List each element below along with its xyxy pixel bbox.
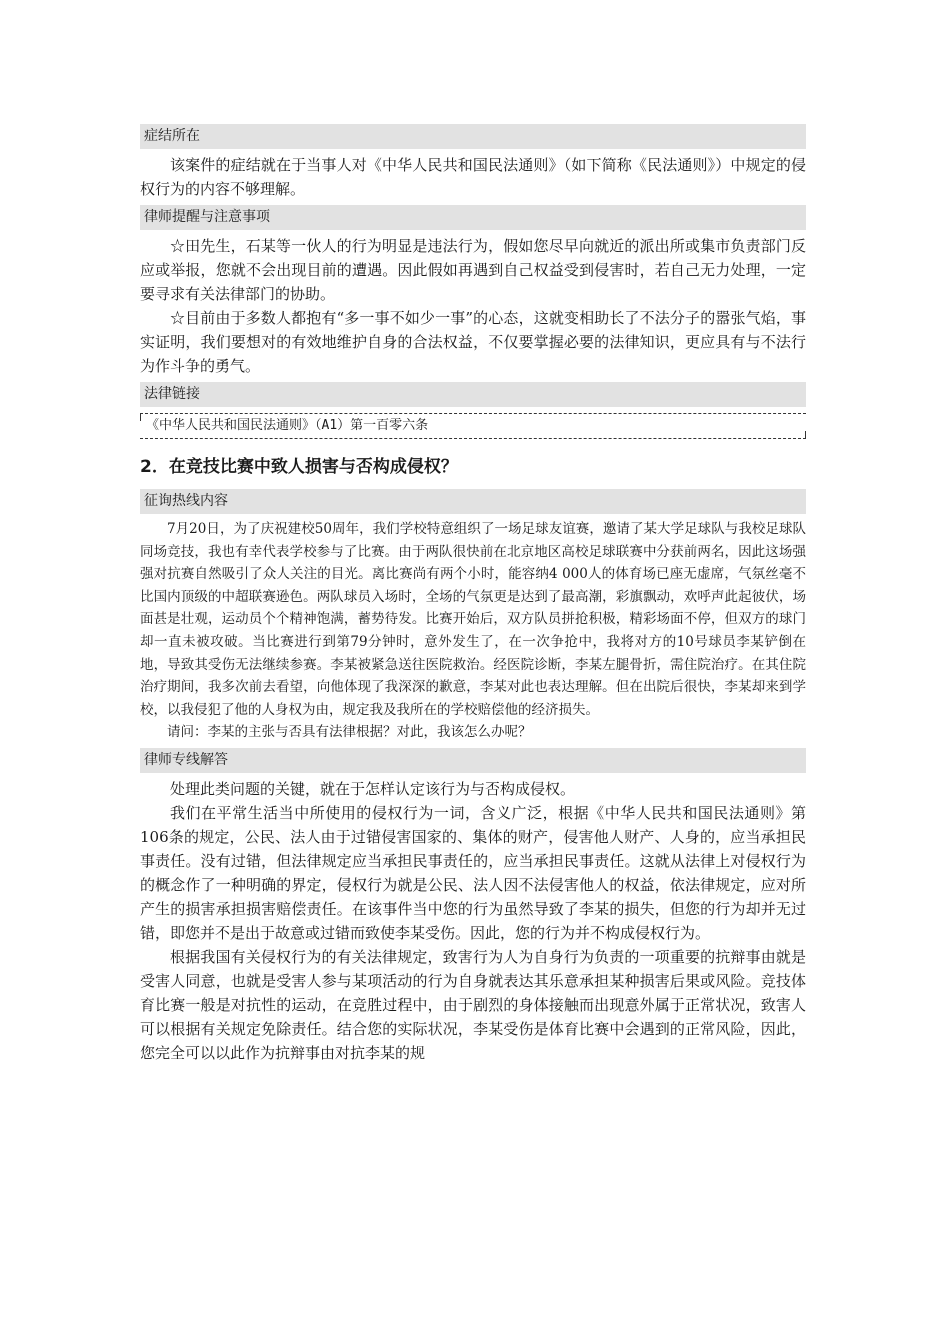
paragraph: 处理此类问题的关键，就在于怎样认定该行为与否构成侵权。 xyxy=(170,779,576,798)
section-header-lawyer-tips: 律师提醒与注意事项 xyxy=(140,205,806,230)
paragraph: 该案件的症结就在于当事人对《中华人民共和国民法通则》（如下简称《民法通则》）中规定的侵权行为的内容不够理解。 xyxy=(140,156,806,198)
paragraph: 我们在平常生活当中所使用的侵权行为一词，含义广泛，根据《中华人民共和国民法通则》第106条的规定，公民、法人由于过错侵害国家的、集体的财产，侵害他人财产、人身的，应当承担民事责任。没有过错，但法律规定应当承担民事责任的，应当承担民事责任。这就从法律上对侵权行为的概念作了一种明确的界定，侵权行为就是公民、法人因不法侵害他人的权益，依法律规定，应对所产生的损害承担损害赔偿责任。在该事件当中您的行为虽然导致了李某的损失，但您的行为却并无过错，即您并不是出于故意或过错而致使李某受伤。因此，您的行为并不构成侵权行为。 xyxy=(140,803,806,942)
section-header-inquiry: 征询热线内容 xyxy=(140,489,806,514)
section-header-law-link: 法律链接 xyxy=(140,382,806,407)
border-cap-left xyxy=(140,413,141,421)
paragraph: 7月20日，为了庆祝建校50周年，我们学校特意组织了一场足球友谊赛，邀请了某大学足球队与我校足球队同场竞技，我也有幸代表学校参与了比赛。由于两队很快前在北京地区高校足球联赛中分获前两名，因此这场强强对抗赛自然吸引了众人关注的目光。离比赛尚有两个小时，能容纳4 000人的体育场已座无虚席，气氛丝毫不比国内顶级的中超联赛逊色。两队球员入场时，全场的气氛更是达到了最高潮，彩旗飘动，欢呼声此起彼伏，场面甚是壮观，运动员个个精神饱满，蓄势待发。比赛开始后，双方队员拼抢积极，精彩场面不停，但双方的球门却一直未被攻破。当比赛进行到第79分钟时，意外发生了，在一次争抢中，我将对方的10号球员李某铲倒在地，导致其受伤无法继续参赛。李某被紧急送往医院救治。经医院诊断，李某左腿骨折，需住院治疗。在其住院治疗期间，我多次前去看望，向他体现了我深深的歉意，李某对此也表达理解。但在出院后很快，李某却来到学校，以我侵犯了他的人身权为由，规定我及我所在的学校赔偿他的经济损失。 xyxy=(140,521,806,718)
law-link-text: 《中华人民共和国民法通则》（A1）第一百零六条 xyxy=(146,418,429,433)
paragraph: 请问：李某的主张与否具有法律根据？对此，我该怎么办呢？ xyxy=(167,724,532,741)
dashed-border-top xyxy=(140,413,806,414)
paragraph: ☆田先生，石某等一伙人的行为明显是违法行为，假如您尽早向就近的派出所或集市负责部门反应或举报，您就不会出现目前的遭遇。因此假如再遇到自己权益受到侵害时，若自己无力处理，一定要寻求有关法律部门的协助。 xyxy=(140,237,806,303)
paragraph: 根据我国有关侵权行为的有关法律规定，致害行为人为自身行为负责的一项重要的抗辩事由就是受害人同意，也就是受害人参与某项活动的行为自身就表达其乐意承担某种损害后果或风险。竞技体育比赛一般是对抗性的运动，在竞胜过程中，由于剧烈的身体接触而出现意外属于正常状况，致害人可以根据有关规定免除责任。结合您的实际状况，李某受伤是体育比赛中会遇到的正常风险，因此，您完全可以以此作为抗辩事由对抗李某的规 xyxy=(140,947,806,1062)
law-link-box xyxy=(140,411,806,441)
section-header-crux: 症结所在 xyxy=(140,124,806,149)
question-title: 2．在竞技比赛中致人损害与否构成侵权？ xyxy=(140,457,458,477)
section-header-answer: 律师专线解答 xyxy=(140,748,806,773)
page-content xyxy=(140,124,806,1065)
paragraph: ☆目前由于多数人都抱有“多一事不如少一事”的心态，这就变相助长了不法分子的嚣张气焰，事实证明，我们要想对的有效地维护自身的合法权益，不仅要掌握必要的法律知识，更应具有与不法行为作斗争的勇气。 xyxy=(140,309,806,375)
dashed-border-bottom xyxy=(140,438,806,439)
